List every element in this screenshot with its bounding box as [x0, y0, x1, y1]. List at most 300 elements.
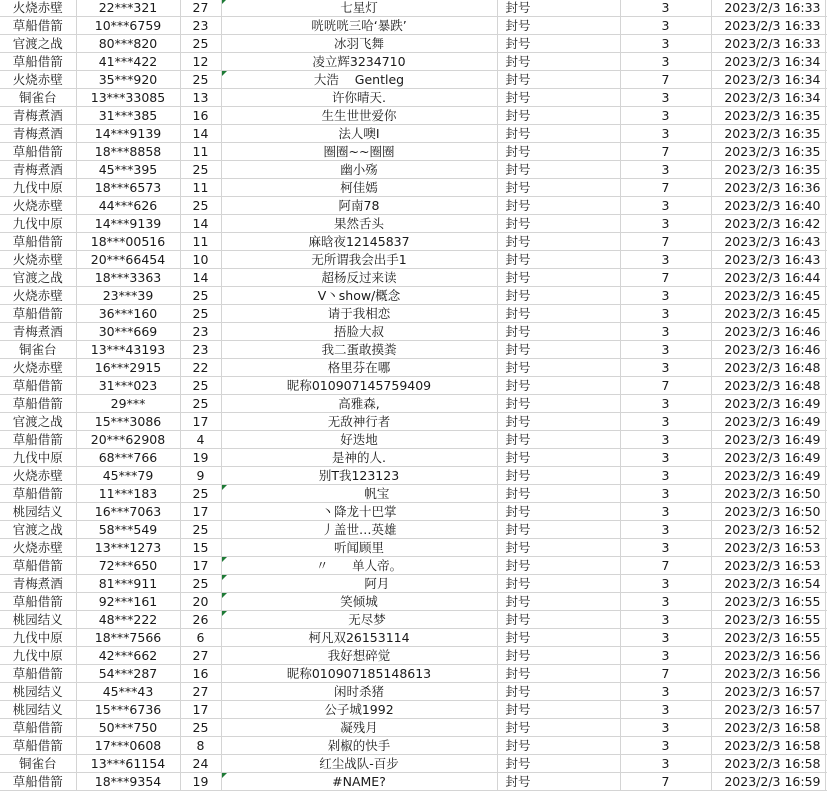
- account-cell[interactable]: 45***395: [76, 161, 180, 179]
- nickname-cell[interactable]: 无敌神行者: [221, 413, 497, 431]
- nickname-cell[interactable]: 法人噢I: [221, 125, 497, 143]
- status-cell[interactable]: 封号: [497, 683, 620, 701]
- server-cell[interactable]: 草船借箭: [0, 665, 76, 683]
- level-cell[interactable]: 14: [180, 269, 221, 287]
- nickname-cell[interactable]: 是神的人.: [221, 449, 497, 467]
- server-cell[interactable]: 草船借箭: [0, 143, 76, 161]
- nickname-cell[interactable]: 公子城1992: [221, 701, 497, 719]
- level-cell[interactable]: 25: [180, 377, 221, 395]
- nickname-cell[interactable]: 闲时杀猪: [221, 683, 497, 701]
- timestamp-cell[interactable]: 2023/2/3 16:53: [711, 557, 825, 575]
- server-cell[interactable]: 草船借箭: [0, 377, 76, 395]
- level-cell[interactable]: 25: [180, 71, 221, 89]
- server-cell[interactable]: 草船借箭: [0, 719, 76, 737]
- server-cell[interactable]: 桃园结义: [0, 503, 76, 521]
- server-cell[interactable]: 草船借箭: [0, 431, 76, 449]
- account-cell[interactable]: 14***9139: [76, 125, 180, 143]
- level-cell[interactable]: 14: [180, 125, 221, 143]
- timestamp-cell[interactable]: 2023/2/3 16:34: [711, 89, 825, 107]
- nickname-cell[interactable]: 剁椒的快手: [221, 737, 497, 755]
- nickname-cell[interactable]: 圈圈~~圈圈: [221, 143, 497, 161]
- status-cell[interactable]: 封号: [497, 773, 620, 791]
- timestamp-cell[interactable]: 2023/2/3 16:49: [711, 431, 825, 449]
- ban-days-cell[interactable]: 3: [620, 53, 711, 71]
- server-cell[interactable]: 九伐中原: [0, 629, 76, 647]
- account-cell[interactable]: 14***9139: [76, 215, 180, 233]
- account-cell[interactable]: 13***1273: [76, 539, 180, 557]
- account-cell[interactable]: 31***023: [76, 377, 180, 395]
- level-cell[interactable]: 19: [180, 449, 221, 467]
- account-cell[interactable]: 15***6736: [76, 701, 180, 719]
- ban-days-cell[interactable]: 3: [620, 197, 711, 215]
- status-cell[interactable]: 封号: [497, 593, 620, 611]
- account-cell[interactable]: 15***3086: [76, 413, 180, 431]
- server-cell[interactable]: 官渡之战: [0, 413, 76, 431]
- account-cell[interactable]: 18***8858: [76, 143, 180, 161]
- nickname-cell[interactable]: 请于我相恋: [221, 305, 497, 323]
- level-cell[interactable]: 25: [180, 395, 221, 413]
- level-cell[interactable]: 12: [180, 53, 221, 71]
- ban-days-cell[interactable]: 3: [620, 683, 711, 701]
- ban-days-cell[interactable]: 3: [620, 359, 711, 377]
- account-cell[interactable]: 29***: [76, 395, 180, 413]
- account-cell[interactable]: 18***9354: [76, 773, 180, 791]
- ban-days-cell[interactable]: 3: [620, 35, 711, 53]
- ban-days-cell[interactable]: 3: [620, 305, 711, 323]
- status-cell[interactable]: 封号: [497, 269, 620, 287]
- status-cell[interactable]: 封号: [497, 251, 620, 269]
- ban-days-cell[interactable]: 7: [620, 71, 711, 89]
- status-cell[interactable]: 封号: [497, 71, 620, 89]
- account-cell[interactable]: 44***626: [76, 197, 180, 215]
- status-cell[interactable]: 封号: [497, 467, 620, 485]
- timestamp-cell[interactable]: 2023/2/3 16:55: [711, 611, 825, 629]
- ban-days-cell[interactable]: 3: [620, 287, 711, 305]
- nickname-cell[interactable]: #NAME?: [221, 773, 497, 791]
- server-cell[interactable]: 桃园结义: [0, 701, 76, 719]
- server-cell[interactable]: 火烧赤壁: [0, 71, 76, 89]
- nickname-cell[interactable]: 丶降龙十巴掌: [221, 503, 497, 521]
- nickname-cell[interactable]: 〃 单人帝。: [221, 557, 497, 575]
- server-cell[interactable]: 火烧赤壁: [0, 359, 76, 377]
- account-cell[interactable]: 48***222: [76, 611, 180, 629]
- timestamp-cell[interactable]: 2023/2/3 16:42: [711, 215, 825, 233]
- status-cell[interactable]: 封号: [497, 125, 620, 143]
- status-cell[interactable]: 封号: [497, 305, 620, 323]
- ban-days-cell[interactable]: 3: [620, 719, 711, 737]
- account-cell[interactable]: 92***161: [76, 593, 180, 611]
- status-cell[interactable]: 封号: [497, 287, 620, 305]
- timestamp-cell[interactable]: 2023/2/3 16:49: [711, 413, 825, 431]
- account-cell[interactable]: 18***00516: [76, 233, 180, 251]
- nickname-cell[interactable]: 听闻顾里: [221, 539, 497, 557]
- nickname-cell[interactable]: 丿盖世…英雄: [221, 521, 497, 539]
- timestamp-cell[interactable]: 2023/2/3 16:35: [711, 125, 825, 143]
- ban-days-cell[interactable]: 3: [620, 431, 711, 449]
- ban-days-cell[interactable]: 3: [620, 125, 711, 143]
- timestamp-cell[interactable]: 2023/2/3 16:53: [711, 539, 825, 557]
- level-cell[interactable]: 16: [180, 107, 221, 125]
- status-cell[interactable]: 封号: [497, 17, 620, 35]
- ban-days-cell[interactable]: 3: [620, 323, 711, 341]
- ban-days-cell[interactable]: 3: [620, 575, 711, 593]
- ban-days-cell[interactable]: 7: [620, 233, 711, 251]
- status-cell[interactable]: 封号: [497, 449, 620, 467]
- status-cell[interactable]: 封号: [497, 341, 620, 359]
- server-cell[interactable]: 草船借箭: [0, 593, 76, 611]
- nickname-cell[interactable]: 冰羽飞舞: [221, 35, 497, 53]
- server-cell[interactable]: 官渡之战: [0, 521, 76, 539]
- account-cell[interactable]: 45***79: [76, 467, 180, 485]
- level-cell[interactable]: 26: [180, 611, 221, 629]
- status-cell[interactable]: 封号: [497, 611, 620, 629]
- server-cell[interactable]: 青梅煮酒: [0, 575, 76, 593]
- account-cell[interactable]: 45***43: [76, 683, 180, 701]
- account-cell[interactable]: 30***669: [76, 323, 180, 341]
- status-cell[interactable]: 封号: [497, 359, 620, 377]
- level-cell[interactable]: 20: [180, 593, 221, 611]
- level-cell[interactable]: 6: [180, 629, 221, 647]
- ban-days-cell[interactable]: 3: [620, 0, 711, 17]
- account-cell[interactable]: 80***820: [76, 35, 180, 53]
- nickname-cell[interactable]: 我好想碎觉: [221, 647, 497, 665]
- level-cell[interactable]: 17: [180, 503, 221, 521]
- level-cell[interactable]: 25: [180, 305, 221, 323]
- level-cell[interactable]: 23: [180, 17, 221, 35]
- server-cell[interactable]: 草船借箭: [0, 485, 76, 503]
- status-cell[interactable]: 封号: [497, 755, 620, 773]
- status-cell[interactable]: 封号: [497, 161, 620, 179]
- account-cell[interactable]: 13***43193: [76, 341, 180, 359]
- ban-days-cell[interactable]: 3: [620, 629, 711, 647]
- ban-days-cell[interactable]: 3: [620, 539, 711, 557]
- server-cell[interactable]: 铜雀台: [0, 89, 76, 107]
- account-cell[interactable]: 18***6573: [76, 179, 180, 197]
- nickname-cell[interactable]: 超杨反过来读: [221, 269, 497, 287]
- account-cell[interactable]: 13***33085: [76, 89, 180, 107]
- timestamp-cell[interactable]: 2023/2/3 16:34: [711, 53, 825, 71]
- account-cell[interactable]: 23***39: [76, 287, 180, 305]
- ban-days-cell[interactable]: 3: [620, 251, 711, 269]
- server-cell[interactable]: 火烧赤壁: [0, 0, 76, 17]
- nickname-cell[interactable]: 我二蛋敢摸粪: [221, 341, 497, 359]
- status-cell[interactable]: 封号: [497, 629, 620, 647]
- nickname-cell[interactable]: V丶show/概念: [221, 287, 497, 305]
- account-cell[interactable]: 68***766: [76, 449, 180, 467]
- status-cell[interactable]: 封号: [497, 431, 620, 449]
- level-cell[interactable]: 17: [180, 557, 221, 575]
- nickname-cell[interactable]: 生生世世爱你: [221, 107, 497, 125]
- ban-days-cell[interactable]: 3: [620, 107, 711, 125]
- server-cell[interactable]: 火烧赤壁: [0, 197, 76, 215]
- ban-days-cell[interactable]: 3: [620, 701, 711, 719]
- nickname-cell[interactable]: 柯凡双26153114: [221, 629, 497, 647]
- ban-days-cell[interactable]: 3: [620, 215, 711, 233]
- level-cell[interactable]: 27: [180, 0, 221, 17]
- account-cell[interactable]: 35***920: [76, 71, 180, 89]
- timestamp-cell[interactable]: 2023/2/3 16:58: [711, 719, 825, 737]
- nickname-cell[interactable]: 高雅森,: [221, 395, 497, 413]
- account-cell[interactable]: 22***321: [76, 0, 180, 17]
- ban-days-cell[interactable]: 3: [620, 647, 711, 665]
- account-cell[interactable]: 16***7063: [76, 503, 180, 521]
- timestamp-cell[interactable]: 2023/2/3 16:40: [711, 197, 825, 215]
- status-cell[interactable]: 封号: [497, 233, 620, 251]
- level-cell[interactable]: 25: [180, 521, 221, 539]
- timestamp-cell[interactable]: 2023/2/3 16:57: [711, 701, 825, 719]
- account-cell[interactable]: 20***66454: [76, 251, 180, 269]
- nickname-cell[interactable]: 咣咣咣三哈‘暴跌’: [221, 17, 497, 35]
- level-cell[interactable]: 24: [180, 755, 221, 773]
- server-cell[interactable]: 青梅煮酒: [0, 125, 76, 143]
- level-cell[interactable]: 14: [180, 215, 221, 233]
- account-cell[interactable]: 10***6759: [76, 17, 180, 35]
- level-cell[interactable]: 17: [180, 413, 221, 431]
- nickname-cell[interactable]: 别T我123123: [221, 467, 497, 485]
- status-cell[interactable]: 封号: [497, 395, 620, 413]
- nickname-cell[interactable]: 麻晗夜12145837: [221, 233, 497, 251]
- account-cell[interactable]: 13***61154: [76, 755, 180, 773]
- timestamp-cell[interactable]: 2023/2/3 16:55: [711, 629, 825, 647]
- timestamp-cell[interactable]: 2023/2/3 16:49: [711, 449, 825, 467]
- ban-days-cell[interactable]: 3: [620, 161, 711, 179]
- timestamp-cell[interactable]: 2023/2/3 16:44: [711, 269, 825, 287]
- ban-days-cell[interactable]: 7: [620, 143, 711, 161]
- status-cell[interactable]: 封号: [497, 179, 620, 197]
- server-cell[interactable]: 草船借箭: [0, 395, 76, 413]
- ban-days-cell[interactable]: 3: [620, 611, 711, 629]
- server-cell[interactable]: 火烧赤壁: [0, 287, 76, 305]
- level-cell[interactable]: 13: [180, 89, 221, 107]
- timestamp-cell[interactable]: 2023/2/3 16:50: [711, 485, 825, 503]
- account-cell[interactable]: 81***911: [76, 575, 180, 593]
- level-cell[interactable]: 11: [180, 179, 221, 197]
- ban-days-cell[interactable]: 7: [620, 773, 711, 791]
- level-cell[interactable]: 4: [180, 431, 221, 449]
- server-cell[interactable]: 草船借箭: [0, 773, 76, 791]
- level-cell[interactable]: 19: [180, 773, 221, 791]
- timestamp-cell[interactable]: 2023/2/3 16:52: [711, 521, 825, 539]
- nickname-cell[interactable]: 昵称010907185148613: [221, 665, 497, 683]
- timestamp-cell[interactable]: 2023/2/3 16:34: [711, 71, 825, 89]
- server-cell[interactable]: 官渡之战: [0, 35, 76, 53]
- server-cell[interactable]: 火烧赤壁: [0, 251, 76, 269]
- timestamp-cell[interactable]: 2023/2/3 16:43: [711, 233, 825, 251]
- nickname-cell[interactable]: 凝残月: [221, 719, 497, 737]
- nickname-cell[interactable]: 大浩 Gentleg: [221, 71, 497, 89]
- timestamp-cell[interactable]: 2023/2/3 16:49: [711, 467, 825, 485]
- level-cell[interactable]: 23: [180, 341, 221, 359]
- level-cell[interactable]: 16: [180, 665, 221, 683]
- level-cell[interactable]: 25: [180, 575, 221, 593]
- nickname-cell[interactable]: 好迭地: [221, 431, 497, 449]
- status-cell[interactable]: 封号: [497, 89, 620, 107]
- status-cell[interactable]: 封号: [497, 701, 620, 719]
- timestamp-cell[interactable]: 2023/2/3 16:45: [711, 287, 825, 305]
- server-cell[interactable]: 草船借箭: [0, 557, 76, 575]
- timestamp-cell[interactable]: 2023/2/3 16:35: [711, 161, 825, 179]
- nickname-cell[interactable]: 果然舌头: [221, 215, 497, 233]
- status-cell[interactable]: 封号: [497, 143, 620, 161]
- nickname-cell[interactable]: 昵称010907145759409: [221, 377, 497, 395]
- server-cell[interactable]: 铜雀台: [0, 755, 76, 773]
- ban-days-cell[interactable]: 3: [620, 89, 711, 107]
- server-cell[interactable]: 九伐中原: [0, 449, 76, 467]
- level-cell[interactable]: 25: [180, 485, 221, 503]
- level-cell[interactable]: 15: [180, 539, 221, 557]
- status-cell[interactable]: 封号: [497, 413, 620, 431]
- nickname-cell[interactable]: 笑倾城: [221, 593, 497, 611]
- ban-days-cell[interactable]: 7: [620, 557, 711, 575]
- nickname-cell[interactable]: 红尘战队-百步: [221, 755, 497, 773]
- timestamp-cell[interactable]: 2023/2/3 16:54: [711, 575, 825, 593]
- ban-days-cell[interactable]: 3: [620, 593, 711, 611]
- status-cell[interactable]: 封号: [497, 737, 620, 755]
- level-cell[interactable]: 22: [180, 359, 221, 377]
- server-cell[interactable]: 草船借箭: [0, 305, 76, 323]
- level-cell[interactable]: 23: [180, 323, 221, 341]
- timestamp-cell[interactable]: 2023/2/3 16:55: [711, 593, 825, 611]
- account-cell[interactable]: 58***549: [76, 521, 180, 539]
- level-cell[interactable]: 27: [180, 647, 221, 665]
- timestamp-cell[interactable]: 2023/2/3 16:36: [711, 179, 825, 197]
- level-cell[interactable]: 11: [180, 233, 221, 251]
- server-cell[interactable]: 九伐中原: [0, 215, 76, 233]
- ban-days-cell[interactable]: 3: [620, 17, 711, 35]
- account-cell[interactable]: 11***183: [76, 485, 180, 503]
- account-cell[interactable]: 20***62908: [76, 431, 180, 449]
- account-cell[interactable]: 18***7566: [76, 629, 180, 647]
- timestamp-cell[interactable]: 2023/2/3 16:46: [711, 323, 825, 341]
- ban-days-cell[interactable]: 3: [620, 413, 711, 431]
- status-cell[interactable]: 封号: [497, 0, 620, 17]
- server-cell[interactable]: 草船借箭: [0, 233, 76, 251]
- nickname-cell[interactable]: 七星灯: [221, 0, 497, 17]
- ban-days-cell[interactable]: 3: [620, 449, 711, 467]
- timestamp-cell[interactable]: 2023/2/3 16:56: [711, 647, 825, 665]
- ban-days-cell[interactable]: 7: [620, 269, 711, 287]
- status-cell[interactable]: 封号: [497, 197, 620, 215]
- status-cell[interactable]: 封号: [497, 485, 620, 503]
- level-cell[interactable]: 25: [180, 161, 221, 179]
- nickname-cell[interactable]: 许你晴天.: [221, 89, 497, 107]
- status-cell[interactable]: 封号: [497, 719, 620, 737]
- nickname-cell[interactable]: 阿南78: [221, 197, 497, 215]
- nickname-cell[interactable]: 捂脸大叔: [221, 323, 497, 341]
- status-cell[interactable]: 封号: [497, 323, 620, 341]
- status-cell[interactable]: 封号: [497, 35, 620, 53]
- ban-days-cell[interactable]: 3: [620, 737, 711, 755]
- timestamp-cell[interactable]: 2023/2/3 16:35: [711, 107, 825, 125]
- ban-days-cell[interactable]: 3: [620, 341, 711, 359]
- status-cell[interactable]: 封号: [497, 557, 620, 575]
- timestamp-cell[interactable]: 2023/2/3 16:43: [711, 251, 825, 269]
- ban-days-cell[interactable]: 7: [620, 665, 711, 683]
- ban-days-cell[interactable]: 3: [620, 485, 711, 503]
- ban-days-cell[interactable]: 3: [620, 503, 711, 521]
- account-cell[interactable]: 16***2915: [76, 359, 180, 377]
- server-cell[interactable]: 青梅煮酒: [0, 107, 76, 125]
- server-cell[interactable]: 官渡之战: [0, 269, 76, 287]
- level-cell[interactable]: 10: [180, 251, 221, 269]
- status-cell[interactable]: 封号: [497, 575, 620, 593]
- account-cell[interactable]: 54***287: [76, 665, 180, 683]
- timestamp-cell[interactable]: 2023/2/3 16:33: [711, 17, 825, 35]
- server-cell[interactable]: 草船借箭: [0, 53, 76, 71]
- nickname-cell[interactable]: 无尽梦: [221, 611, 497, 629]
- timestamp-cell[interactable]: 2023/2/3 16:59: [711, 773, 825, 791]
- status-cell[interactable]: 封号: [497, 665, 620, 683]
- timestamp-cell[interactable]: 2023/2/3 16:56: [711, 665, 825, 683]
- timestamp-cell[interactable]: 2023/2/3 16:46: [711, 341, 825, 359]
- account-cell[interactable]: 31***385: [76, 107, 180, 125]
- nickname-cell[interactable]: 无所谓我会出手1: [221, 251, 497, 269]
- status-cell[interactable]: 封号: [497, 521, 620, 539]
- account-cell[interactable]: 18***3363: [76, 269, 180, 287]
- status-cell[interactable]: 封号: [497, 53, 620, 71]
- nickname-cell[interactable]: 帆宝: [221, 485, 497, 503]
- timestamp-cell[interactable]: 2023/2/3 16:49: [711, 395, 825, 413]
- server-cell[interactable]: 草船借箭: [0, 17, 76, 35]
- server-cell[interactable]: 铜雀台: [0, 341, 76, 359]
- server-cell[interactable]: 桃园结义: [0, 611, 76, 629]
- ban-days-cell[interactable]: 3: [620, 467, 711, 485]
- ban-days-cell[interactable]: 3: [620, 755, 711, 773]
- nickname-cell[interactable]: 幽小殇: [221, 161, 497, 179]
- timestamp-cell[interactable]: 2023/2/3 16:33: [711, 35, 825, 53]
- server-cell[interactable]: 九伐中原: [0, 179, 76, 197]
- ban-days-cell[interactable]: 7: [620, 179, 711, 197]
- status-cell[interactable]: 封号: [497, 539, 620, 557]
- server-cell[interactable]: 桃园结义: [0, 683, 76, 701]
- server-cell[interactable]: 九伐中原: [0, 647, 76, 665]
- timestamp-cell[interactable]: 2023/2/3 16:58: [711, 755, 825, 773]
- status-cell[interactable]: 封号: [497, 503, 620, 521]
- timestamp-cell[interactable]: 2023/2/3 16:48: [711, 359, 825, 377]
- timestamp-cell[interactable]: 2023/2/3 16:48: [711, 377, 825, 395]
- level-cell[interactable]: 25: [180, 719, 221, 737]
- level-cell[interactable]: 25: [180, 287, 221, 305]
- timestamp-cell[interactable]: 2023/2/3 16:58: [711, 737, 825, 755]
- status-cell[interactable]: 封号: [497, 107, 620, 125]
- ban-days-cell[interactable]: 3: [620, 395, 711, 413]
- account-cell[interactable]: 17***0608: [76, 737, 180, 755]
- server-cell[interactable]: 火烧赤壁: [0, 539, 76, 557]
- nickname-cell[interactable]: 格里芬在哪: [221, 359, 497, 377]
- ban-days-cell[interactable]: 3: [620, 521, 711, 539]
- server-cell[interactable]: 草船借箭: [0, 737, 76, 755]
- status-cell[interactable]: 封号: [497, 215, 620, 233]
- account-cell[interactable]: 72***650: [76, 557, 180, 575]
- nickname-cell[interactable]: 凌立辉3234710: [221, 53, 497, 71]
- level-cell[interactable]: 11: [180, 143, 221, 161]
- status-cell[interactable]: 封号: [497, 647, 620, 665]
- status-cell[interactable]: 封号: [497, 377, 620, 395]
- account-cell[interactable]: 42***662: [76, 647, 180, 665]
- server-cell[interactable]: 青梅煮酒: [0, 323, 76, 341]
- account-cell[interactable]: 36***160: [76, 305, 180, 323]
- level-cell[interactable]: 9: [180, 467, 221, 485]
- server-cell[interactable]: 青梅煮酒: [0, 161, 76, 179]
- timestamp-cell[interactable]: 2023/2/3 16:57: [711, 683, 825, 701]
- level-cell[interactable]: 25: [180, 197, 221, 215]
- account-cell[interactable]: 50***750: [76, 719, 180, 737]
- nickname-cell[interactable]: 柯佳嫣: [221, 179, 497, 197]
- level-cell[interactable]: 8: [180, 737, 221, 755]
- account-cell[interactable]: 41***422: [76, 53, 180, 71]
- level-cell[interactable]: 27: [180, 683, 221, 701]
- level-cell[interactable]: 25: [180, 35, 221, 53]
